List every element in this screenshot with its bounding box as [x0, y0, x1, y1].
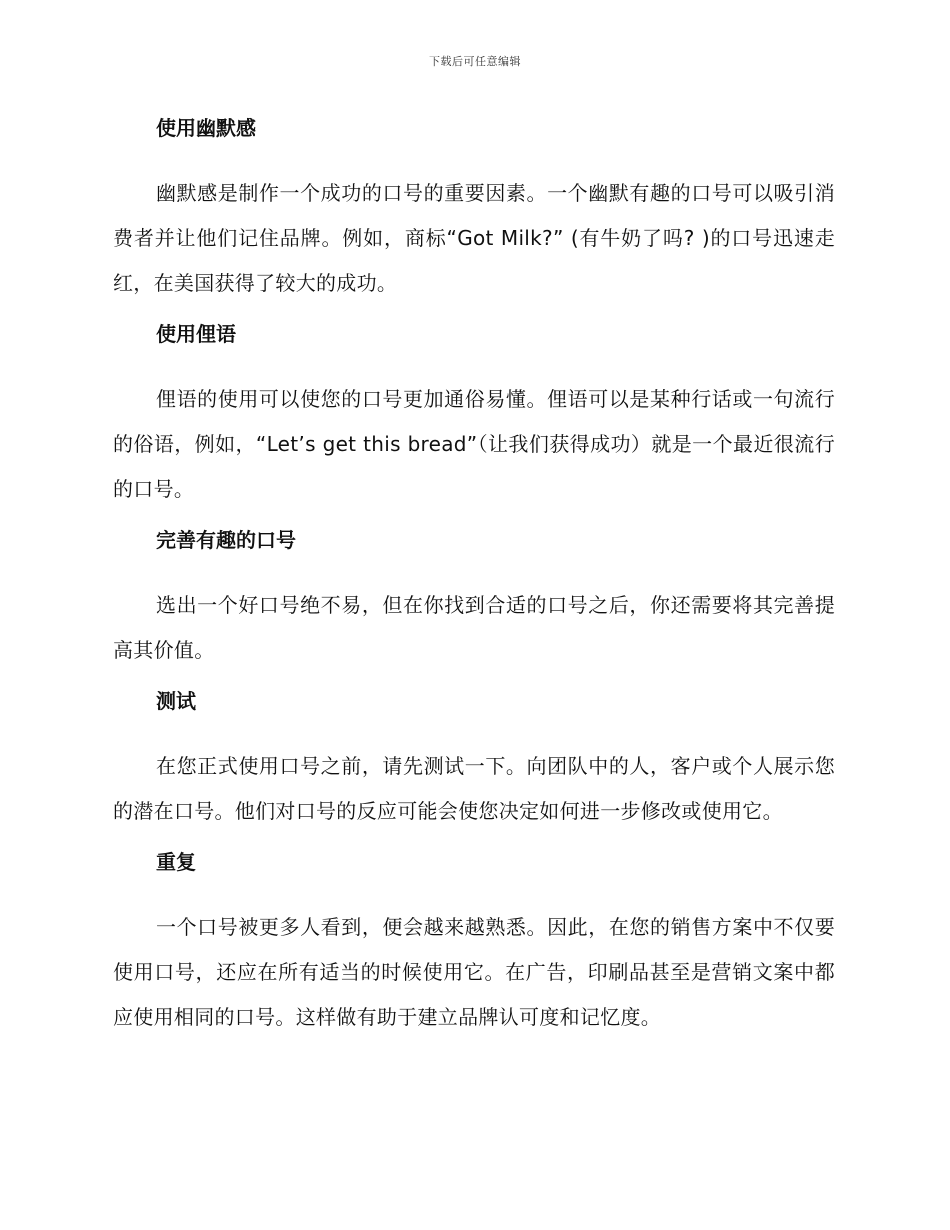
section-paragraph-refine: 选出一个好口号绝不易，但在你找到合适的口号之后，你还需要将其完善提高其价值。	[113, 593, 835, 662]
section-heading-test: 测试	[156, 689, 196, 713]
document-body	[113, 112, 835, 1040]
section-heading-refine: 完善有趣的口号	[156, 528, 296, 552]
section-paragraph-test: 在您正式使用口号之前，请先测试一下。向团队中的人，客户或个人展示您的潜在口号。他们对口号的反应可能会使您决定如何进一步修改或使用它。	[113, 754, 835, 823]
page-header: 下载后可任意编辑	[429, 55, 521, 68]
section-paragraph-repeat: 一个口号被更多人看到，便会越来越熟悉。因此，在您的销售方案中不仅要使用口号，还应在所有适当的时候使用它。在广告，印刷品甚至是营销文案中都应使用相同的口号。这样做有助于建立品牌认可度和记忆度。	[113, 915, 835, 1029]
section-paragraph-slang: 俚语的使用可以使您的口号更加通俗易懂。俚语可以是某种行话或一句流行的俗语，例如，“Let’s get this bread”（让我们获得成功）就是一个最近很流行的口号。	[113, 387, 835, 501]
section-heading-slang: 使用俚语	[156, 322, 236, 346]
section-heading-repeat: 重复	[156, 850, 196, 874]
section-heading-humor: 使用幽默感	[156, 116, 256, 140]
section-paragraph-humor: 幽默感是制作一个成功的口号的重要因素。一个幽默有趣的口号可以吸引消费者并让他们记住品牌。例如，商标“Got Milk?” (有牛奶了吗? )的口号迅速走红，在美国获得了较大的成功。	[113, 181, 835, 295]
